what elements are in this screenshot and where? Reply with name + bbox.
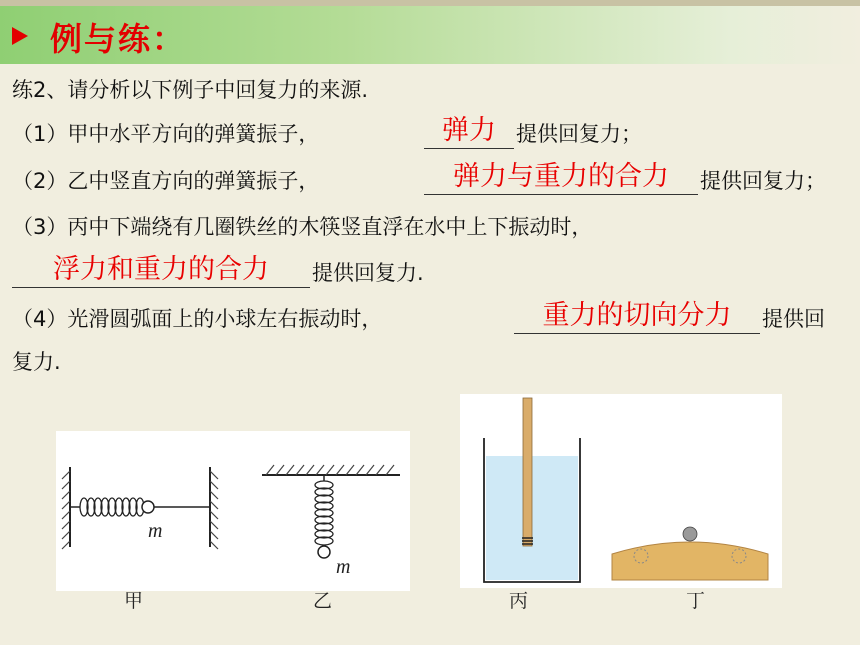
q3-answer: 浮力和重力的合力 — [12, 253, 310, 288]
figure-panel-float-ball — [460, 394, 782, 588]
spring-oscillators-diagram — [56, 431, 410, 591]
figure-panel-spring — [56, 431, 410, 591]
arc-ball-figure — [612, 527, 768, 580]
slide-header — [0, 6, 860, 64]
svg-text:m: m — [336, 556, 351, 578]
caption-jia: 甲 — [124, 590, 144, 612]
caption-bing: 丙 — [509, 590, 529, 612]
slide-title: 例与练： — [50, 20, 187, 58]
float-and-ball-diagram — [460, 394, 782, 588]
q2-text: （2）乙中竖直方向的弹簧振子， — [12, 169, 320, 193]
q1-answer: 弹力 — [424, 114, 514, 149]
exercise-prompt: 练2、请分析以下例子中回复力的来源. — [12, 78, 369, 102]
q3-text: （3）丙中下端绕有几圈铁丝的木筷竖直浮在水中上下振动时， — [12, 215, 593, 239]
q1-text-end: 提供回复力； — [516, 122, 642, 146]
svg-text:m: m — [148, 520, 163, 542]
q2-answer: 弹力与重力的合力 — [424, 160, 698, 195]
caption-yi: 乙 — [313, 590, 333, 612]
arrow-bullet-icon — [12, 27, 28, 45]
vertical-spring-figure — [262, 465, 400, 578]
q4-text-cont: 复力. — [12, 350, 61, 374]
horizontal-spring-figure — [62, 467, 218, 549]
q3-text-end: 提供回复力. — [312, 261, 424, 285]
q4-text-end: 提供回 — [762, 307, 825, 331]
caption-ding: 丁 — [686, 590, 706, 612]
floating-stick-figure — [484, 398, 580, 582]
q4-answer: 重力的切向分力 — [514, 299, 760, 334]
q4-text: （4）光滑圆弧面上的小球左右振动时， — [12, 307, 383, 331]
q2-text-end: 提供回复力； — [700, 169, 826, 193]
q1-text: （1）甲中水平方向的弹簧振子， — [12, 122, 320, 146]
